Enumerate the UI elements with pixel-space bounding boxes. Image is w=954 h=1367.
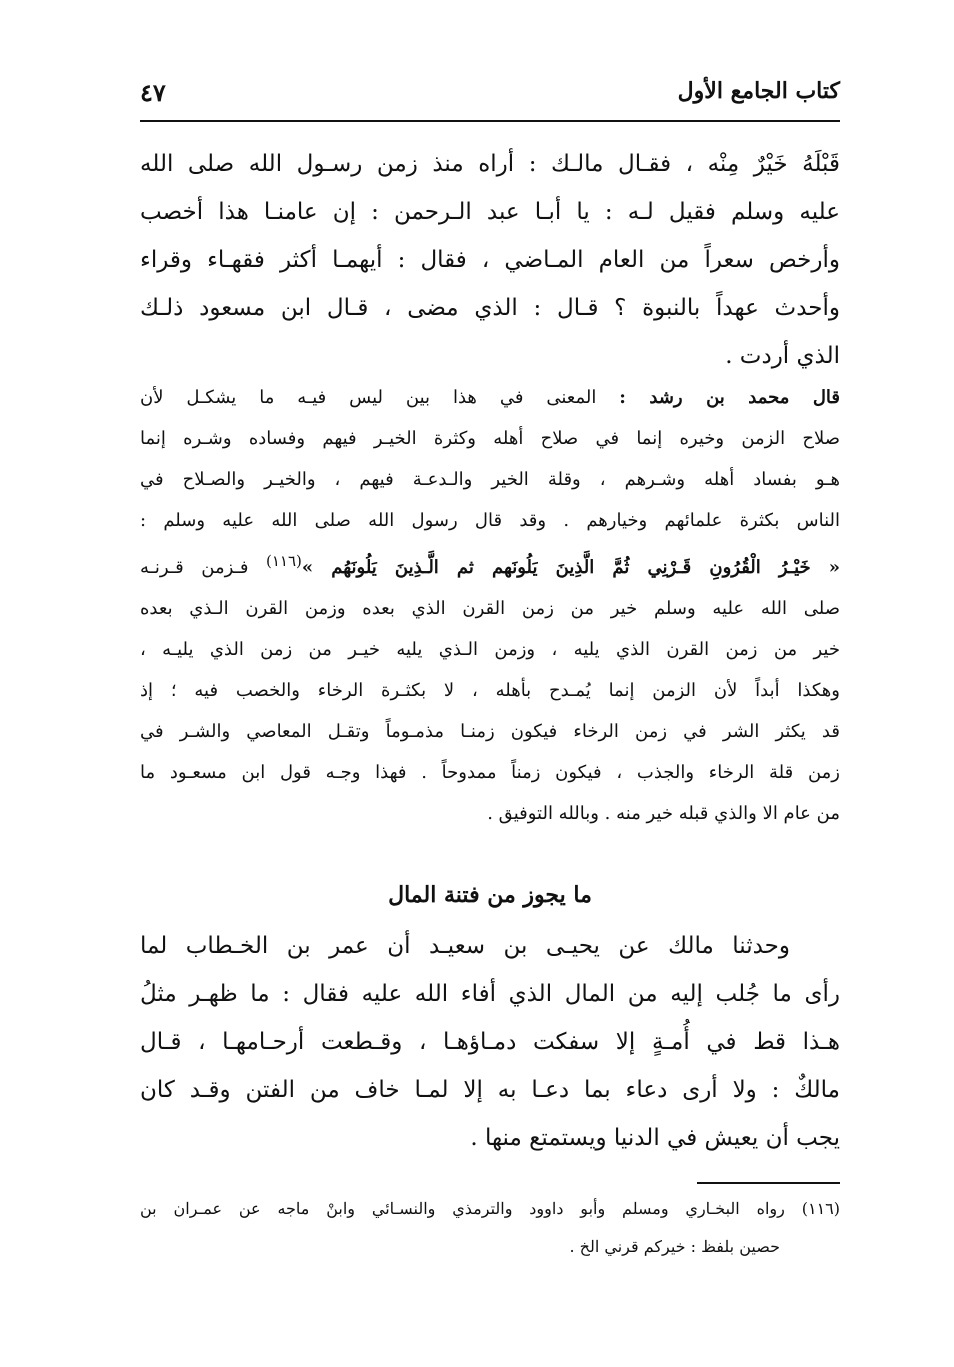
paragraph-malik-narration [140, 140, 840, 380]
section-heading: ما يجوز من فتنة المال [388, 882, 592, 908]
text-line: وأحدث عهداً بالنبوة ؟ قـال : الذي مضى ، قـال ابن مسعود ذلـك [140, 295, 840, 321]
text-line: زمن قلة الرخاء والجذب ، فيكون زمناً ممدوحاً . فهذا وجـه قول ابن مسعـود ما [140, 762, 840, 783]
page-number: ٤٧ [140, 78, 166, 107]
running-header [140, 78, 840, 118]
text-line: قَبْلَهُ خَيْرٌ مِنْه ، فقـال مالـك : أراه منذ زمن رسـول الله صلى الله [140, 151, 840, 177]
footnote-divider [697, 1182, 840, 1184]
hadith-quote: « خَيْـرُ الْقُرُونِ قَـرْنِي ثُمَّ الَّذِينَ يَلُونَهم ثم الَّـذِينَ يَلُونَهُم » [301, 557, 840, 578]
paragraph-ibn-rushd-commentary [140, 377, 840, 834]
text-line: عليه وسلم فقيل لـه : يا أبـا عبد الـرحمن : إن عامنـا هذا أخصب [140, 199, 840, 225]
text-line: الناس بكثرة علمائهم وخيارهم . وقد قال رسول الله صلى الله عليه وسلم : [140, 510, 840, 531]
footnote-line: (١١٦) رواه البخـاري ومسلم وأبو داوود والترمذي والنسـائي وابنْ ماجه عن عمـران بن [140, 1199, 840, 1218]
text-line: هـو بفساد أهله وشـرهم ، وقلة الخير والـدعـة فيهم ، والخيـر والصـلاح في [140, 469, 840, 490]
book-title: كتاب الجامع الأول [677, 78, 840, 104]
text-line: خير من زمن القرن الذي يليه ، وزمن الـذي يليه خيـر من زمن الذي يليـه ، [140, 639, 840, 660]
footnote [140, 1190, 840, 1266]
header-divider [140, 120, 840, 122]
text-line: هـذا قط في أُمـةٍ إلا سفكت دمـاؤهـا ، وقـطعت أرحـامهـا ، قـال [140, 1029, 840, 1055]
speaker-label: قال محمد بن رشد : [619, 387, 840, 408]
text-line: صلى الله عليه وسلم خير من زمن القرن الذي بعده وزمن القرن الـذي بعده [140, 598, 840, 619]
text-segment: فـزمن قـرنـه [140, 557, 266, 578]
text-line: من عام الا والذي قبله خير منه . وبالله التوفيق . [487, 803, 840, 824]
text-line: وحدثنا مالك عن يحيـى بن سعيـد أن عمر بن الخـطاب لما [140, 933, 790, 959]
text-line [140, 377, 840, 418]
text-line: يجب أن يعيش في الدنيا ويستمتع منها . [470, 1125, 840, 1151]
text-line: صلاح الزمن وخيره إنما في صلاح أهله وكثرة الخيـر فيهم وفساده وشـره إنما [140, 428, 840, 449]
paragraph-umar-narration [140, 922, 840, 1162]
footnote-line: حصين بلفظ : خيركم قرني الخ . [569, 1237, 780, 1256]
footnote-marker: (١١٦) [266, 552, 302, 570]
text-line: مالكٌ : ولا أرى دعاء بما دعـا به إلا لمـا خاف من الفتن وقـد كان [140, 1077, 840, 1103]
hadith-line [140, 541, 840, 588]
text-segment: المعنى في هذا بين ليس فيـه ما يشكـل لأن [140, 387, 620, 408]
text-line: قد يكثر الشر في زمن الرخاء فيكون زمنـا مذمـوماً وتقـل المعاصي والشـر في [140, 721, 840, 742]
text-line: وأرخص سعراً من العام المـاضي ، فقال : أيهمـا أكثر فقهـاء وقراء [140, 247, 840, 273]
text-line: رأى ما جُلب إليه من المال الذي أفاء الله عليه فقال : ما ظهـر مثلُ [140, 981, 840, 1007]
text-line: وهكذا أبداً لأن الزمن إنما يُمـدح بأهله ، لا بكثـرة الرخاء والخصب فيه ؛ إذ [140, 680, 840, 701]
text-line: الذي أردت . [725, 343, 840, 369]
